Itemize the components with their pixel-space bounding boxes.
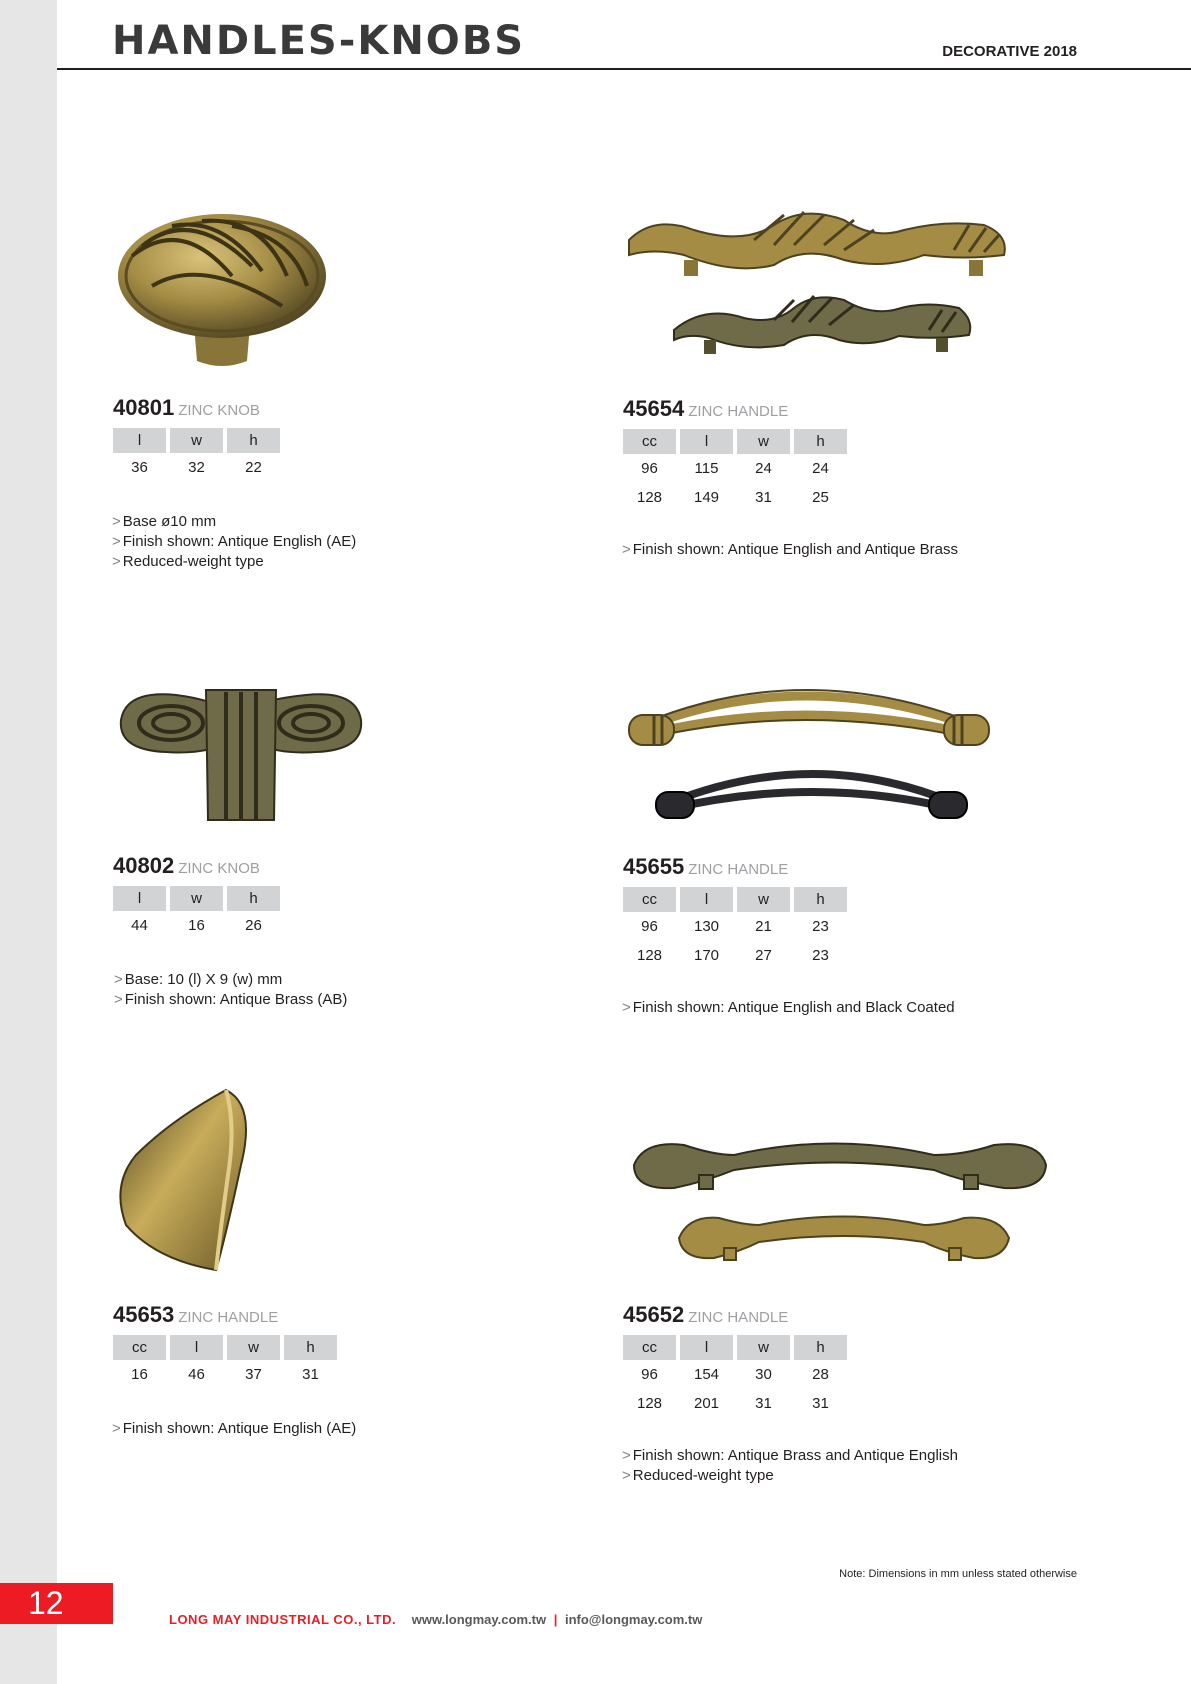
dimension-value: 37 [245, 1366, 262, 1383]
note-line: > Finish shown: Antique Brass (AB) [114, 991, 348, 1008]
dimension-header: h [227, 428, 280, 453]
table-row [623, 483, 847, 512]
dimension-table [109, 428, 284, 482]
product-title [623, 1302, 851, 1328]
product-code: 40802 [113, 853, 175, 878]
dimension-value: 32 [188, 459, 205, 476]
dimension-value: 25 [812, 489, 829, 506]
product-title [113, 1302, 341, 1328]
note-line: > Finish shown: Antique English (AE) [112, 1420, 357, 1437]
dimension-value: 128 [636, 489, 663, 506]
dimension-header: cc [623, 887, 676, 912]
dimension-header: h [284, 1335, 337, 1360]
dimension-value: 201 [693, 1395, 720, 1412]
dimension-value: 149 [693, 489, 720, 506]
product-code: 45653 [113, 1302, 175, 1327]
dimension-header: w [737, 1335, 790, 1360]
product-notes-45654 [622, 540, 958, 560]
product-title [623, 854, 851, 880]
product-image-45652 [624, 1120, 1054, 1280]
company-name: LONG MAY INDUSTRIAL CO., LTD. [169, 1612, 397, 1627]
dimension-value: 31 [812, 1395, 829, 1412]
dimension-value: 16 [131, 1366, 148, 1383]
dimension-header: l [113, 428, 166, 453]
product-type: ZINC KNOB [178, 402, 260, 419]
table-row [623, 1360, 847, 1389]
dimension-header: w [170, 886, 223, 911]
dimension-value: 16 [188, 917, 205, 934]
dimension-value: 30 [755, 1366, 772, 1383]
table-row [113, 453, 280, 482]
product-type: ZINC HANDLE [688, 861, 789, 878]
product-title [113, 395, 284, 421]
dimension-value: 128 [636, 1395, 663, 1412]
note-line: > Finish shown: Antique English and Antique Brass [622, 541, 958, 558]
dimension-value: 22 [245, 459, 262, 476]
dimension-header: h [794, 429, 847, 454]
product-title [113, 853, 284, 879]
dimension-value: 31 [755, 489, 772, 506]
dimension-value: 96 [641, 1366, 658, 1383]
note-line: > Base ø10 mm [112, 513, 217, 530]
page-margin-band [0, 0, 57, 1684]
note-line: > Finish shown: Antique Brass and Antique English [622, 1447, 958, 1464]
product-type: ZINC HANDLE [688, 403, 789, 420]
dimension-value: 27 [755, 947, 772, 964]
product-type: ZINC HANDLE [178, 1309, 279, 1326]
product-40802 [113, 853, 284, 940]
dimension-value: 23 [812, 918, 829, 935]
product-image-45654 [624, 200, 1014, 370]
dimension-header: l [680, 429, 733, 454]
dimension-value: 28 [812, 1366, 829, 1383]
dimension-header: l [680, 887, 733, 912]
product-title [623, 396, 851, 422]
dimension-header: cc [623, 429, 676, 454]
product-code: 40801 [113, 395, 175, 420]
product-type: ZINC HANDLE [688, 1309, 789, 1326]
dimension-value: 21 [755, 918, 772, 935]
product-notes-40802 [114, 970, 347, 1010]
dimension-header: l [113, 886, 166, 911]
table-row [113, 1360, 337, 1389]
product-notes-40801 [112, 512, 356, 572]
note-line: > Reduced-weight type [622, 1467, 774, 1484]
product-code: 45655 [623, 854, 685, 879]
product-image-45655 [624, 675, 1004, 835]
note-line: > Finish shown: Antique English (AE) [112, 533, 357, 550]
page-number: 12 [0, 1583, 113, 1624]
product-45653 [113, 1302, 341, 1389]
dimension-value: 115 [694, 460, 719, 477]
table-row [113, 911, 280, 940]
dimension-header: w [227, 1335, 280, 1360]
dimension-value: 128 [636, 947, 663, 964]
dimension-value: 96 [641, 918, 658, 935]
product-code: 45652 [623, 1302, 685, 1327]
product-image-40801 [112, 196, 332, 371]
catalog-edition: DECORATIVE 2018 [942, 43, 1077, 60]
dimension-value: 31 [302, 1366, 319, 1383]
dimension-header: h [794, 1335, 847, 1360]
header-divider [57, 68, 1191, 70]
footer [169, 1612, 702, 1627]
dimension-value: 31 [755, 1395, 772, 1412]
dimension-header: l [680, 1335, 733, 1360]
footer-separator: | [553, 1612, 558, 1627]
table-row [623, 454, 847, 483]
product-type: ZINC KNOB [178, 860, 260, 877]
page-title: HANDLES-KNOBS [112, 18, 526, 64]
product-45652 [623, 1302, 851, 1418]
dimension-value: 96 [641, 460, 658, 477]
dimension-table [619, 887, 851, 970]
product-image-40802 [116, 680, 366, 830]
dimension-value: 24 [812, 460, 829, 477]
dimension-value: 36 [131, 459, 148, 476]
dimension-header: h [227, 886, 280, 911]
dimension-table [619, 1335, 851, 1418]
note-line: > Reduced-weight type [112, 553, 264, 570]
product-40801 [113, 395, 284, 482]
dimension-value: 154 [693, 1366, 720, 1383]
dimension-header: cc [113, 1335, 166, 1360]
dimension-table [619, 429, 851, 512]
table-row [623, 941, 847, 970]
product-notes-45653 [112, 1419, 356, 1439]
dimension-header: l [170, 1335, 223, 1360]
dimensions-note: Note: Dimensions in mm unless stated otherwise [839, 1568, 1077, 1580]
product-45655 [623, 854, 851, 970]
dimension-header: w [170, 428, 223, 453]
dimension-header: w [737, 429, 790, 454]
note-line: > Finish shown: Antique English and Black Coated [622, 999, 955, 1016]
product-45654 [623, 396, 851, 512]
product-notes-45652 [622, 1446, 958, 1486]
dimension-header: h [794, 887, 847, 912]
website-link[interactable]: www.longmay.com.tw [411, 1612, 547, 1627]
table-row [623, 1389, 847, 1418]
product-code: 45654 [623, 396, 685, 421]
dimension-header: w [737, 887, 790, 912]
dimension-table [109, 886, 284, 940]
email-link[interactable]: info@longmay.com.tw [564, 1612, 703, 1627]
dimension-value: 23 [812, 947, 829, 964]
product-image-45653 [116, 1085, 256, 1275]
product-notes-45655 [622, 998, 955, 1018]
dimension-header: cc [623, 1335, 676, 1360]
note-line: > Base: 10 (l) X 9 (w) mm [114, 971, 283, 988]
dimension-value: 170 [693, 947, 720, 964]
dimension-table [109, 1335, 341, 1389]
dimension-value: 26 [245, 917, 262, 934]
dimension-value: 44 [131, 917, 148, 934]
dimension-value: 24 [755, 460, 772, 477]
table-row [623, 912, 847, 941]
dimension-value: 130 [693, 918, 720, 935]
dimension-value: 46 [188, 1366, 205, 1383]
